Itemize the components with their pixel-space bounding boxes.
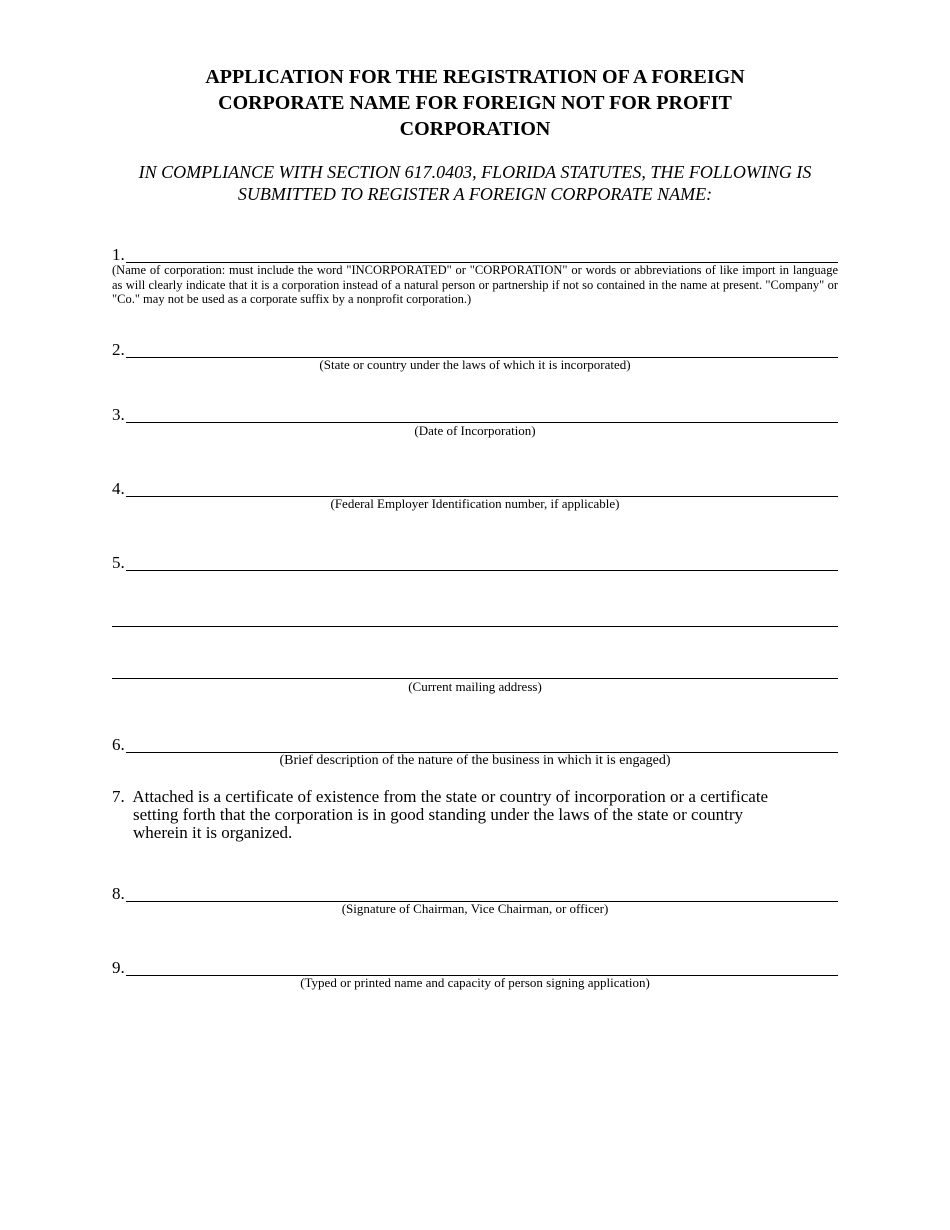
form-subtitle (80, 161, 870, 205)
item-3-number: 3. (112, 405, 125, 424)
item-9-number: 9. (112, 958, 125, 977)
item-1-caption: (Name of corporation: must include the word "INCORPORATED" or "CORPORATION" or words or abbreviations of like import in language as will clearly indicate that it is a corporation instead of a natural person or partnership if not so contained in the name at present. "Company" or "Co." may not be used as a corporate suffix by a nonprofit corporation.) (112, 263, 838, 306)
item-9-caption: (Typed or printed name and capacity of person signing application) (300, 975, 650, 990)
title-line-3: CORPORATION (399, 118, 551, 140)
item-5-caption: (Current mailing address) (408, 679, 542, 694)
item-1-number: 1. (112, 245, 125, 264)
title-line-2: CORPORATE NAME FOR FOREIGN NOT FOR PROFIT (218, 92, 732, 114)
item-4-caption: (Federal Employer Identification number, if applicable) (330, 496, 620, 511)
subtitle-line-1: IN COMPLIANCE WITH SECTION 617.0403, FLORIDA STATUTES, THE FOLLOWING IS (138, 162, 812, 182)
item-6-caption: (Brief description of the nature of the business in which it is engaged) (279, 753, 671, 768)
form-title (100, 64, 850, 142)
item-7-text-1: Attached is a certificate of existence from the state or country of incorporation or a certificate (132, 787, 769, 806)
item-8-number: 8. (112, 884, 125, 903)
item-4-number: 4. (112, 479, 125, 498)
item-7-text-3: wherein it is organized. (133, 823, 293, 842)
item-5-field-line-2[interactable] (112, 626, 838, 627)
item-7-line-1 (112, 788, 842, 806)
item-7-statement (112, 788, 842, 842)
item-5-number: 5. (112, 553, 125, 572)
item-6-number: 6. (112, 735, 125, 754)
item-2-caption: (State or country under the laws of which it is incorporated) (319, 357, 631, 372)
item-2-number: 2. (112, 340, 125, 359)
item-7-text-2: setting forth that the corporation is in good standing under the laws of the state or country (133, 805, 743, 824)
item-7-number: 7. (112, 787, 125, 806)
title-line-1: APPLICATION FOR THE REGISTRATION OF A FOREIGN (205, 66, 745, 88)
item-3-caption: (Date of Incorporation) (414, 423, 536, 438)
item-8-caption: (Signature of Chairman, Vice Chairman, or officer) (341, 901, 609, 916)
subtitle-line-2: SUBMITTED TO REGISTER A FOREIGN CORPORATE NAME: (237, 184, 713, 204)
item-5-field-line-1[interactable] (126, 570, 838, 571)
